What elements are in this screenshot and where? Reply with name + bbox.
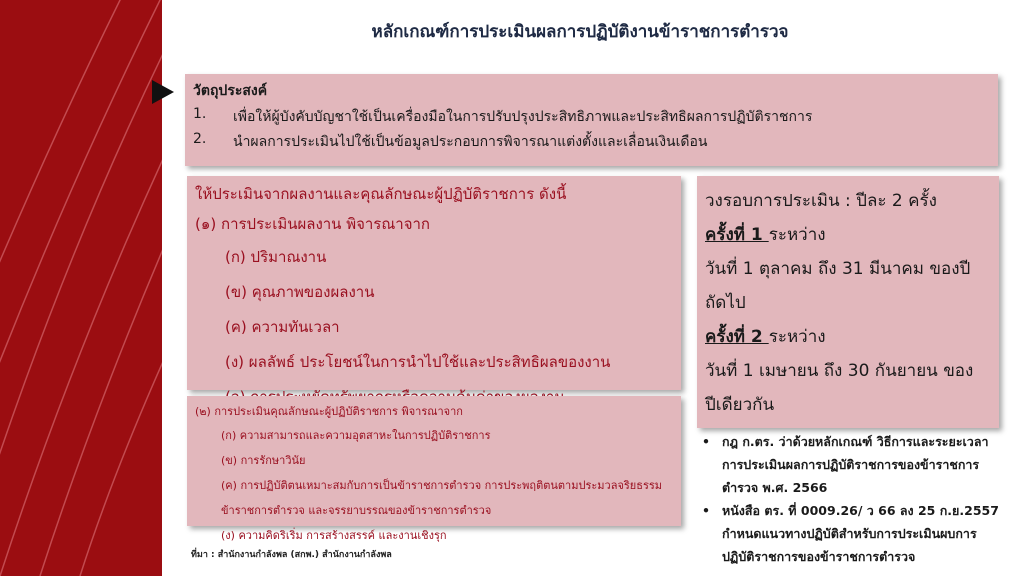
criteria-item: (ค) ความทันเวลา [225, 318, 340, 336]
characteristics-item: ข้าราชการตำรวจ และจรรยาบรรณของข้าราชการตำรวจ [221, 504, 492, 517]
reference-line: กำหนดแนวทางปฏิบัติสำหรับการประเมินผบการ [722, 526, 977, 541]
reference-line: ปฏิบัติราชการของข้าราชการตำรวจ [722, 549, 916, 564]
bullet-icon: • [702, 503, 710, 518]
period-summary: วงรอบการประเมิน : ปีละ 2 ครั้ง [705, 191, 937, 211]
characteristics-item: (ก) ความสามารถและความอุตสาหะในการปฏิบัติราชการ [221, 429, 491, 442]
round-1-header [705, 218, 991, 252]
reference-line: การประเมินผลการปฏิบัติราชการของข้าราชการ [722, 457, 980, 472]
characteristics-item: (ข) การรักษาวินัย [221, 454, 306, 467]
reference-line: หนังสือ ตร. ที่ 0009.26/ ว 66 ลง 25 ก.ย.2557 [722, 503, 999, 518]
evaluation-period-box [697, 176, 999, 428]
objective-item-number: 2. [193, 131, 207, 147]
pointer-arrow-icon [152, 80, 174, 104]
round-1-dates-cont: ถัดไป [705, 293, 746, 313]
performance-criteria-box [187, 176, 681, 390]
references-list [702, 430, 1002, 568]
round-2-suffix: ระหว่าง [768, 327, 826, 347]
round-2-dates-cont: ปีเดียวกัน [705, 395, 775, 415]
round-2-label: ครั้งที่ 2 [705, 327, 769, 347]
round-2-dates: วันที่ 1 เมษายน ถึง 30 กันยายน ของ [705, 361, 974, 381]
source-note: ที่มา : สำนักงานกำลังพล (สกพ.) สำนักงานกำลังพล [191, 550, 392, 560]
criteria-intro: ให้ประเมินจากผลงานและคุณลักษณะผู้ปฏิบัติราชการ ดังนี้ [195, 185, 567, 203]
round-1-label: ครั้งที่ 1 [705, 225, 769, 245]
objective-item-text: นำผลการประเมินไปใช้เป็นข้อมูลประกอบการพิจารณาแต่งตั้งและเลื่อนเงินเดือน [233, 134, 708, 150]
sidebar-curves [0, 0, 162, 576]
criteria-item: (ง) ผลลัพธ์ ประโยชน์ในการนำไปใช้และประสิทธิผลของงาน [225, 353, 611, 371]
round-1-suffix: ระหว่าง [768, 225, 826, 245]
characteristics-box [187, 396, 681, 542]
reference-item [702, 499, 1002, 568]
reference-line: กฎ ก.ตร. ว่าด้วยหลักเกณฑ์ วิธีการและระยะเวลา [722, 434, 989, 449]
reference-item [702, 430, 1002, 499]
characteristics-item: (ค) การปฏิบัติตนเหมาะสมกับการเป็นข้าราชการตำรวจ การประพฤติตนตามประมวลจริยธรรม [221, 479, 663, 492]
decorative-sidebar [0, 0, 162, 576]
objective-item [193, 106, 990, 128]
criteria-title: (๑) การประเมินผลงาน พิจารณาจาก [195, 215, 430, 233]
round-2-header [705, 320, 991, 354]
objective-heading: วัตถุประสงค์ [193, 83, 268, 99]
characteristics-item: (ง) ความคิดริเริ่ม การสร้างสรรค์ และงานเชิงรุก [221, 529, 447, 542]
objective-box [185, 74, 998, 166]
objective-item-number: 1. [193, 106, 207, 122]
bullet-icon: • [702, 434, 710, 449]
criteria-item: (ข) คุณภาพของผลงาน [225, 283, 375, 301]
objective-item [193, 131, 990, 153]
round-1-dates: วันที่ 1 ตุลาคม ถึง 31 มีนาคม ของปี [705, 259, 971, 279]
criteria-item: (ก) ปริมาณงาน [225, 248, 327, 266]
characteristics-title: (๒) การประเมินคุณลักษณะผู้ปฏิบัติราชการ พิจารณาจาก [195, 405, 463, 418]
objective-item-text: เพื่อให้ผู้บังคับบัญชาใช้เป็นเครื่องมือในการปรับปรุงประสิทธิภาพและประสิทธิผลการปฏิบัติราชการ [233, 109, 813, 125]
page-title: หลักเกณฑ์การประเมินผลการปฏิบัติงานข้าราชการตำรวจ [371, 22, 789, 42]
reference-line: ตำรวจ พ.ศ. 2566 [722, 480, 828, 495]
